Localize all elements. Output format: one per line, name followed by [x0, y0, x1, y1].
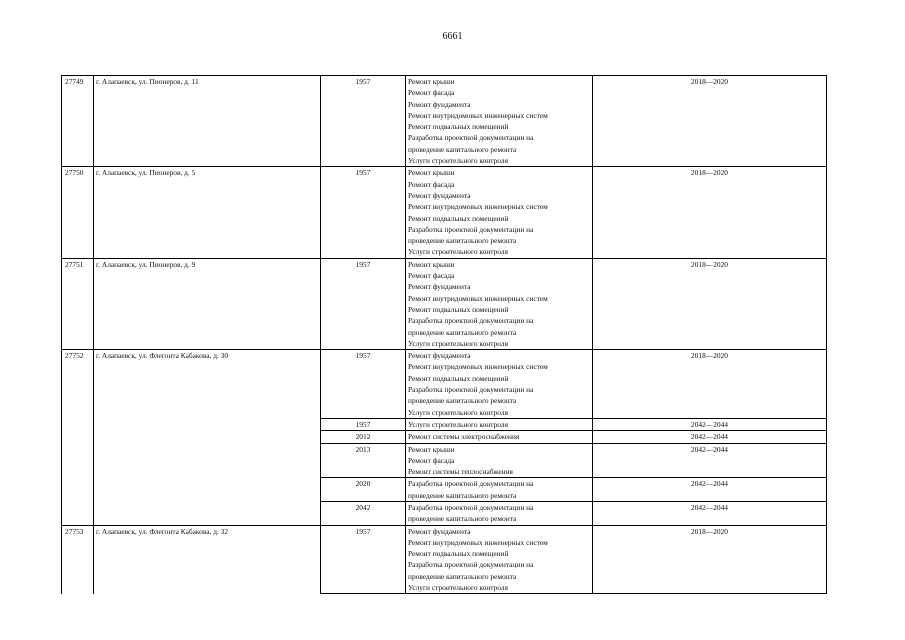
work-item: Ремонт подвальных помещений — [408, 304, 509, 314]
work-item: Ремонт подвальных помещений — [408, 373, 509, 383]
work-item: Ремонт внутридомовых инженерных систем — [408, 537, 548, 547]
commissioning-year: 1957 — [321, 258, 406, 349]
commissioning-year: 2020 — [321, 478, 406, 502]
table-row — [62, 525, 827, 594]
work-item: Ремонт системы теплоснабжения — [408, 467, 513, 477]
work-item: Ремонт фасада — [408, 271, 455, 281]
repair-period: 2018—2020 — [593, 258, 827, 349]
repair-period: 2018—2020 — [593, 167, 827, 258]
works-cell — [406, 258, 593, 349]
object-id: 27752 — [62, 350, 94, 525]
work-item: проведение капитального ремонта — [408, 490, 517, 500]
commissioning-year: 1957 — [321, 525, 406, 594]
work-item: Разработка проектной документации на — [408, 560, 534, 570]
work-item: Разработка проектной документации на — [408, 502, 534, 512]
capital-repair-table — [61, 75, 827, 594]
work-item: Разработка проектной документации на — [408, 385, 534, 395]
repair-period: 2018—2020 — [593, 76, 827, 167]
commissioning-year: 1957 — [321, 167, 406, 258]
object-address: г. Алапаевск, ул. Флегонта Кабакова, д. 30 — [94, 350, 321, 525]
work-item: Услуги строительного контроля — [408, 419, 508, 429]
commissioning-year: 1957 — [321, 418, 406, 430]
repair-period: 2042—2044 — [593, 443, 827, 478]
work-item: Ремонт внутридомовых инженерных систем — [408, 202, 548, 212]
work-item: Ремонт фундамента — [408, 526, 471, 536]
object-address: г. Алапаевск, ул. Флегонта Кабакова, д. 32 — [94, 525, 321, 594]
table-row — [62, 258, 827, 349]
work-item: проведение капитального ремонта — [408, 236, 517, 246]
repair-period: 2042—2044 — [593, 478, 827, 502]
works-cell — [406, 478, 593, 502]
work-item: Услуги строительного контроля — [408, 156, 508, 166]
work-item: Ремонт крыши — [408, 77, 455, 86]
work-item: Услуги строительного контроля — [408, 583, 508, 593]
work-item: Услуги строительного контроля — [408, 247, 508, 257]
table-body — [62, 76, 827, 594]
work-item: Ремонт крыши — [408, 259, 455, 269]
object-id: 27753 — [62, 525, 94, 594]
works-cell — [406, 525, 593, 594]
works-cell — [406, 76, 593, 167]
work-item: Ремонт фасада — [408, 88, 455, 98]
repair-period: 2042—2044 — [593, 418, 827, 430]
object-id: 27749 — [62, 76, 94, 167]
object-address: г. Алапаевск, ул. Пионеров, д. 5 — [94, 167, 321, 258]
commissioning-year: 2013 — [321, 443, 406, 478]
object-id: 27751 — [62, 258, 94, 349]
work-item: Разработка проектной документации на — [408, 316, 534, 326]
work-item: Ремонт системы электроснабжения — [408, 432, 520, 442]
work-item: Ремонт внутридомовых инженерных систем — [408, 110, 548, 120]
work-item: Ремонт крыши — [408, 168, 455, 178]
works-cell — [406, 431, 593, 443]
object-id: 27750 — [62, 167, 94, 258]
work-item: Ремонт фасада — [408, 179, 455, 189]
commissioning-year: 1957 — [321, 350, 406, 419]
work-item: Ремонт фасада — [408, 455, 455, 465]
work-item: Ремонт подвальных помещений — [408, 213, 509, 223]
work-item: Ремонт внутридомовых инженерных систем — [408, 362, 548, 372]
works-cell — [406, 350, 593, 419]
works-cell — [406, 167, 593, 258]
repair-period: 2042—2044 — [593, 501, 827, 525]
works-cell — [406, 418, 593, 430]
work-item: Услуги строительного контроля — [408, 407, 508, 417]
work-item: проведение капитального ремонта — [408, 144, 517, 154]
table-row — [62, 167, 827, 258]
work-item: Разработка проектной документации на — [408, 224, 534, 234]
work-item: проведение капитального ремонта — [408, 514, 517, 524]
work-item: Услуги строительного контроля — [408, 338, 508, 348]
work-item: проведение капитального ремонта — [408, 571, 517, 581]
work-item: Ремонт фундамента — [408, 351, 471, 361]
table-row — [62, 76, 827, 167]
work-item: Ремонт подвальных помещений — [408, 549, 509, 559]
repair-period: 2042—2044 — [593, 431, 827, 443]
work-item: Разработка проектной документации на — [408, 133, 534, 143]
work-item: Ремонт фундамента — [408, 99, 471, 109]
works-cell — [406, 443, 593, 478]
repair-period: 2018—2020 — [593, 525, 827, 594]
object-address: г. Алапаевск, ул. Пионеров, д. 9 — [94, 258, 321, 349]
work-item: Ремонт внутридомовых инженерных систем — [408, 293, 548, 303]
commissioning-year: 2042 — [321, 501, 406, 525]
works-cell — [406, 501, 593, 525]
work-item: Ремонт фундамента — [408, 282, 471, 292]
work-item: Ремонт подвальных помещений — [408, 122, 509, 132]
repair-period: 2018—2020 — [593, 350, 827, 419]
work-item: Разработка проектной документации на — [408, 479, 534, 489]
page-number: 6661 — [442, 31, 463, 42]
work-item: проведение капитального ремонта — [408, 327, 517, 337]
work-item: проведение капитального ремонта — [408, 396, 517, 406]
work-item: Ремонт крыши — [408, 444, 455, 454]
work-item: Ремонт фундамента — [408, 190, 471, 200]
commissioning-year: 1957 — [321, 76, 406, 167]
commissioning-year: 2012 — [321, 431, 406, 443]
table-row — [62, 350, 827, 419]
object-address: г. Алапаевск, ул. Пионеров, д. 11 — [94, 76, 321, 167]
